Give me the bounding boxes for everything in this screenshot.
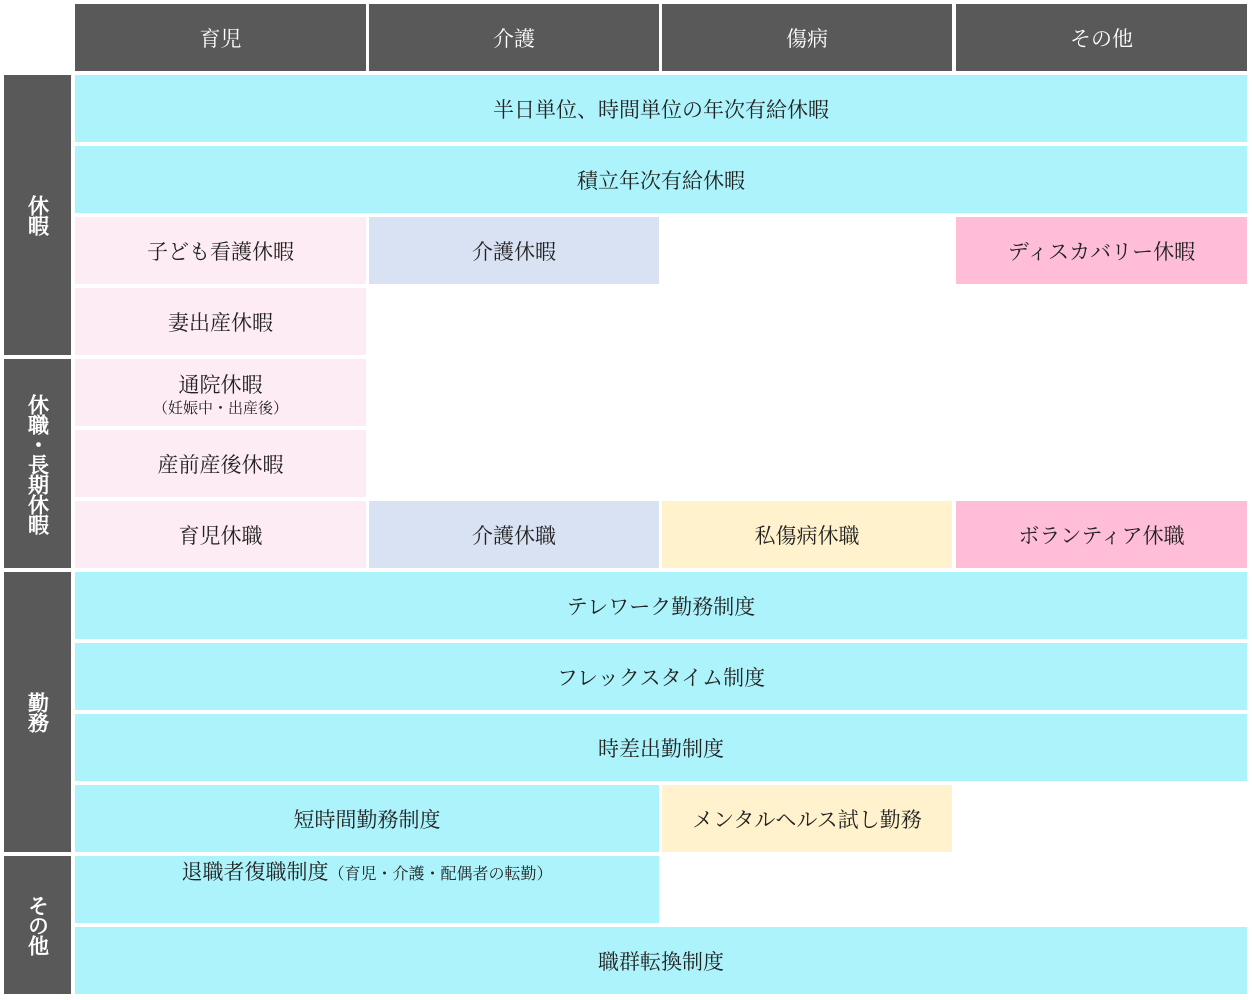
cell-rehire: [75, 856, 659, 923]
cell-short-hours: 短時間勤務制度: [75, 785, 659, 852]
row-group-leave-label: 休暇: [25, 195, 50, 235]
cell-discovery-leave: ディスカバリー休暇: [956, 217, 1247, 284]
column-header-other: その他: [956, 4, 1247, 71]
cell-childcare-absence: 育児休職: [75, 501, 366, 568]
cell-hospital-visit-leave: [75, 359, 366, 426]
rehire-label: 退職者復職制度: [181, 860, 329, 884]
hospital-visit-label: 通院休暇: [178, 372, 263, 397]
cell-job-change: 職群転換制度: [75, 927, 1247, 994]
cell-telework: テレワーク勤務制度: [75, 572, 1247, 639]
column-header-sickness: 傷病: [662, 4, 952, 71]
cell-nursing-absence: 介護休職: [369, 501, 659, 568]
row-group-other-label: その他: [25, 895, 50, 955]
cell-volunteer-absence: ボランティア休職: [956, 501, 1247, 568]
row-group-work-label: 勤務: [25, 692, 50, 732]
row-group-other: [4, 856, 71, 994]
cell-child-care-leave: 子ども看護休暇: [75, 217, 366, 284]
row-group-absence: [4, 359, 71, 568]
cell-accumulated-leave: 積立年次有給休暇: [75, 146, 1247, 213]
row-group-leave: [4, 75, 71, 355]
cell-staggered-hours: 時差出勤制度: [75, 714, 1247, 781]
cell-half-day-leave: 半日単位、時間単位の年次有給休暇: [75, 75, 1247, 142]
row-group-work: [4, 572, 71, 852]
cell-flextime: フレックスタイム制度: [75, 643, 1247, 710]
row-group-absence-label: 休職・長期休暇: [25, 393, 50, 534]
cell-maternity-leave: 産前産後休暇: [75, 430, 366, 497]
column-header-nursing: 介護: [369, 4, 659, 71]
cell-sick-absence: 私傷病休職: [662, 501, 952, 568]
cell-mental-trial-work: メンタルヘルス試し勤務: [662, 785, 952, 852]
rehire-note: （育児・介護・配偶者の転勤）: [328, 864, 553, 883]
cell-spouse-birth-leave: 妻出産休暇: [75, 288, 366, 355]
hospital-visit-note: （妊娠中・出産後）: [152, 398, 288, 417]
column-header-childcare: 育児: [75, 4, 366, 71]
cell-nursing-leave: 介護休暇: [369, 217, 659, 284]
